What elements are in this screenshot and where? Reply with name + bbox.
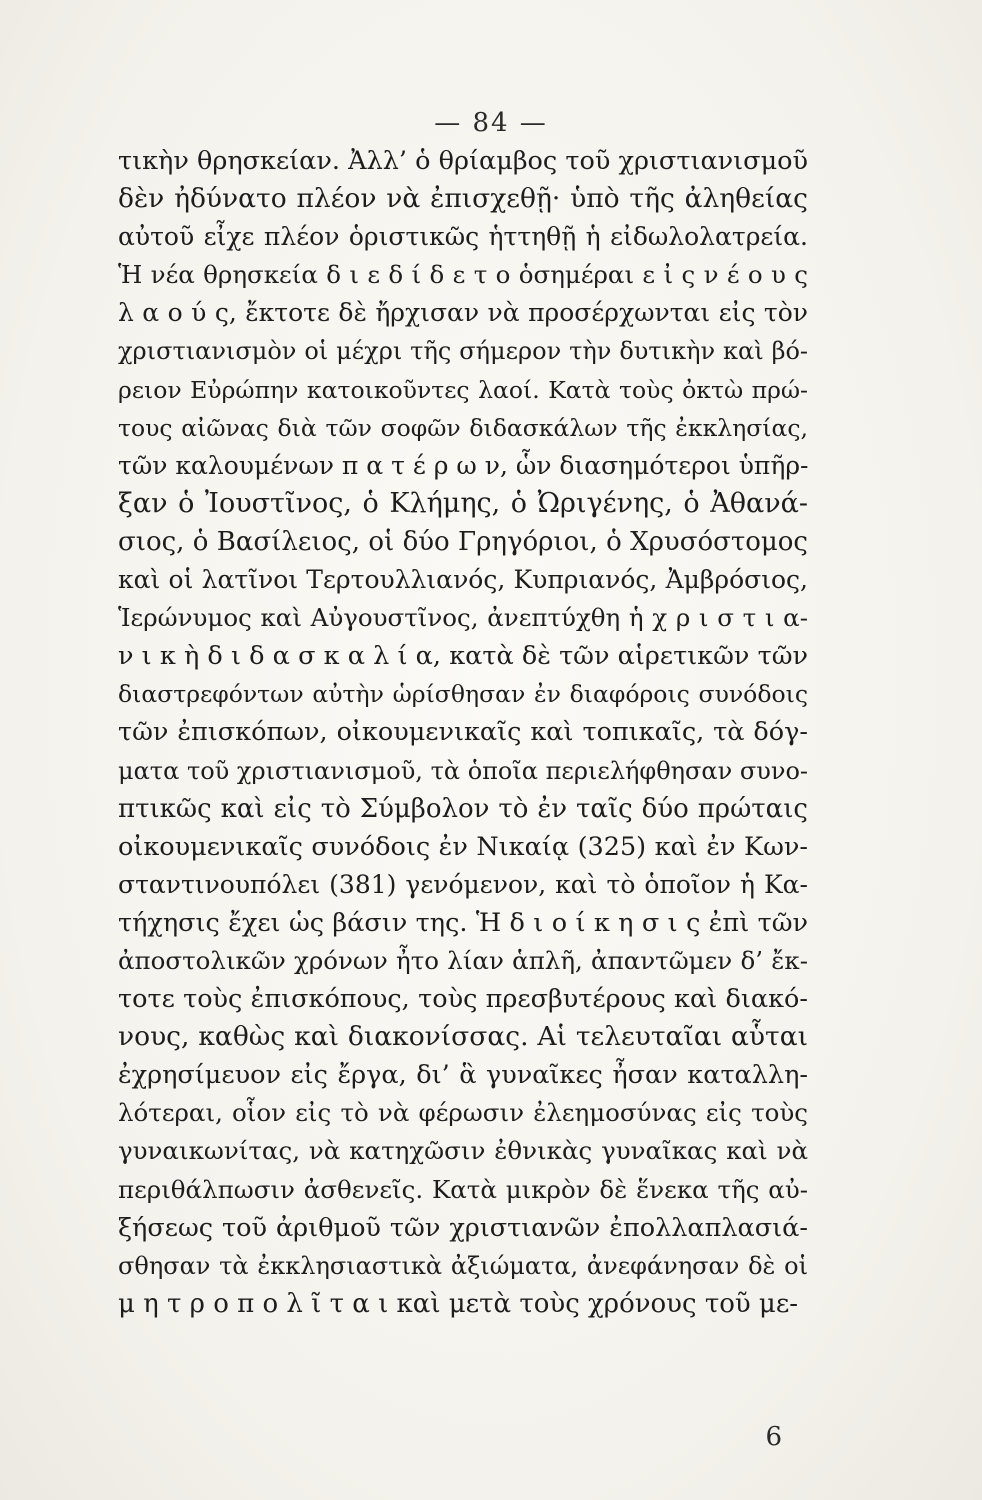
text-line: τῶν καλουμένων π α τ έ ρ ω ν, ὧν διασημότεροι ὑπῆρ- bbox=[118, 450, 809, 480]
body-text bbox=[118, 142, 808, 1323]
text-line: δὲν ἠδύνατο πλέον νὰ ἐπισχεθῇ· ὑπὸ τῆς ἀληθείας bbox=[118, 183, 808, 215]
text-line: ν ι κ ὴ δ ι δ α σ κ α λ ί α, κατὰ δὲ τῶν αἱρετικῶν τῶν bbox=[118, 641, 808, 672]
text-line: ξήσεως τοῦ ἀριθμοῦ τῶν χριστιανῶν ἐπολλαπλασιά- bbox=[118, 1212, 808, 1243]
text-line: Ἡ νέα θρησκεία δ ι ε δ ί δ ε τ ο ὁσημέραι ε ἰ ς ν έ ο υ ς bbox=[118, 260, 808, 290]
text-line: σταντινουπόλει (381) γενόμενον, καὶ τὸ ὁποῖον ἡ Κα- bbox=[118, 869, 808, 899]
text-line: ξαν ὁ Ἰουστῖνος, ὁ Κλήμης, ὁ Ὠριγένης, ὁ Ἀθανά- bbox=[118, 487, 808, 519]
text-line: τικὴν θρησκείαν. Ἀλλ’ ὁ θρίαμβος τοῦ χριστιανισμοῦ bbox=[118, 146, 808, 176]
text-line: σθησαν τὰ ἐκκλησιαστικὰ ἀξιώματα, ἀνεφάνησαν δὲ οἱ bbox=[118, 1251, 808, 1280]
text-line: λ α ο ύ ς, ἔκτοτε δὲ ἤρχισαν νὰ προσέρχωνται εἰς τὸν bbox=[118, 298, 808, 328]
text-line: λότεραι, οἷον εἰς τὸ νὰ φέρωσιν ἐλεημοσύνας εἰς τοὺς bbox=[118, 1098, 808, 1128]
text-line: μ η τ ρ ο π ο λ ῖ τ α ι καὶ μετὰ τοὺς χρόνους τοῦ με- bbox=[118, 1288, 799, 1319]
text-line: διαστρεφόντων αὐτὴν ὡρίσθησαν ἐν διαφόροις συνόδοις bbox=[118, 680, 808, 709]
text-line: χριστιανισμὸν οἱ μέχρι τῆς σήμερον τὴν δυτικὴν καὶ βό- bbox=[118, 337, 808, 366]
text-line: νους, καθὼς καὶ διακονίσσας. Αἱ τελευταῖαι αὗται bbox=[118, 1021, 808, 1053]
text-line: τήχησις ἔχει ὡς βάσιν της. Ἡ δ ι ο ί κ η σ ι ς ἐπὶ τῶν bbox=[118, 907, 808, 938]
page-number-header: — 84 — bbox=[434, 108, 548, 138]
text-line: γυναικωνίτας, νὰ κατηχῶσιν ἐθνικὰς γυναῖκας καὶ νὰ bbox=[118, 1136, 808, 1166]
text-line: Ἱερώνυμος καὶ Αὐγουστῖνος, ἀνεπτύχθη ἡ χ ρ ι σ τ ι α- bbox=[118, 603, 808, 633]
text-line: περιθάλπωσιν ἀσθενεῖς. Κατὰ μικρὸν δὲ ἕνεκα τῆς αὐ- bbox=[118, 1174, 808, 1204]
signature-mark: 6 bbox=[765, 1422, 782, 1452]
text-line: αὐτοῦ εἶχε πλέον ὁριστικῶς ἡττηθῇ ἡ εἰδωλολατρεία. bbox=[118, 222, 808, 252]
text-line: τους αἰῶνας διὰ τῶν σοφῶν διδασκάλων τῆς ἐκκλησίας, bbox=[118, 413, 808, 442]
text-line: σιος, ὁ Βασίλειος, οἱ δύο Γρηγόριοι, ὁ Χρυσόστομος bbox=[118, 526, 808, 557]
text-line: τοτε τοὺς ἐπισκόπους, τοὺς πρεσβυτέρους καὶ διακό- bbox=[118, 984, 808, 1015]
text-line: καὶ οἱ λατῖνοι Τερτουλλιανός, Κυπριανός, Ἀμβρόσιος, bbox=[118, 565, 808, 595]
text-line: πτικῶς καὶ εἰς τὸ Σύμβολον τὸ ἐν ταῖς δύο πρώταις bbox=[118, 793, 808, 824]
text-line: ἀποστολικῶν χρόνων ἦτο λίαν ἁπλῆ, ἀπαντῶμεν δ’ ἔκ- bbox=[118, 945, 808, 975]
text-line: ἐχρησίμευον εἰς ἔργα, δι’ ἃ γυναῖκες ἦσαν καταλλη- bbox=[118, 1060, 808, 1091]
text-line: τῶν ἐπισκόπων, οἰκουμενικαῖς καὶ τοπικαῖς, τὰ δόγ- bbox=[118, 717, 808, 748]
text-line: οἰκουμενικαῖς συνόδοις ἐν Νικαίᾳ (325) καὶ ἐν Κων- bbox=[118, 831, 808, 862]
text-line: ματα τοῦ χριστιανισμοῦ, τὰ ὁποῖα περιελήφθησαν συνο- bbox=[118, 756, 808, 785]
text-line: ρειον Εὐρώπην κατοικοῦντες λαοί. Κατὰ τοὺς ὀκτὼ πρώ- bbox=[118, 375, 808, 404]
